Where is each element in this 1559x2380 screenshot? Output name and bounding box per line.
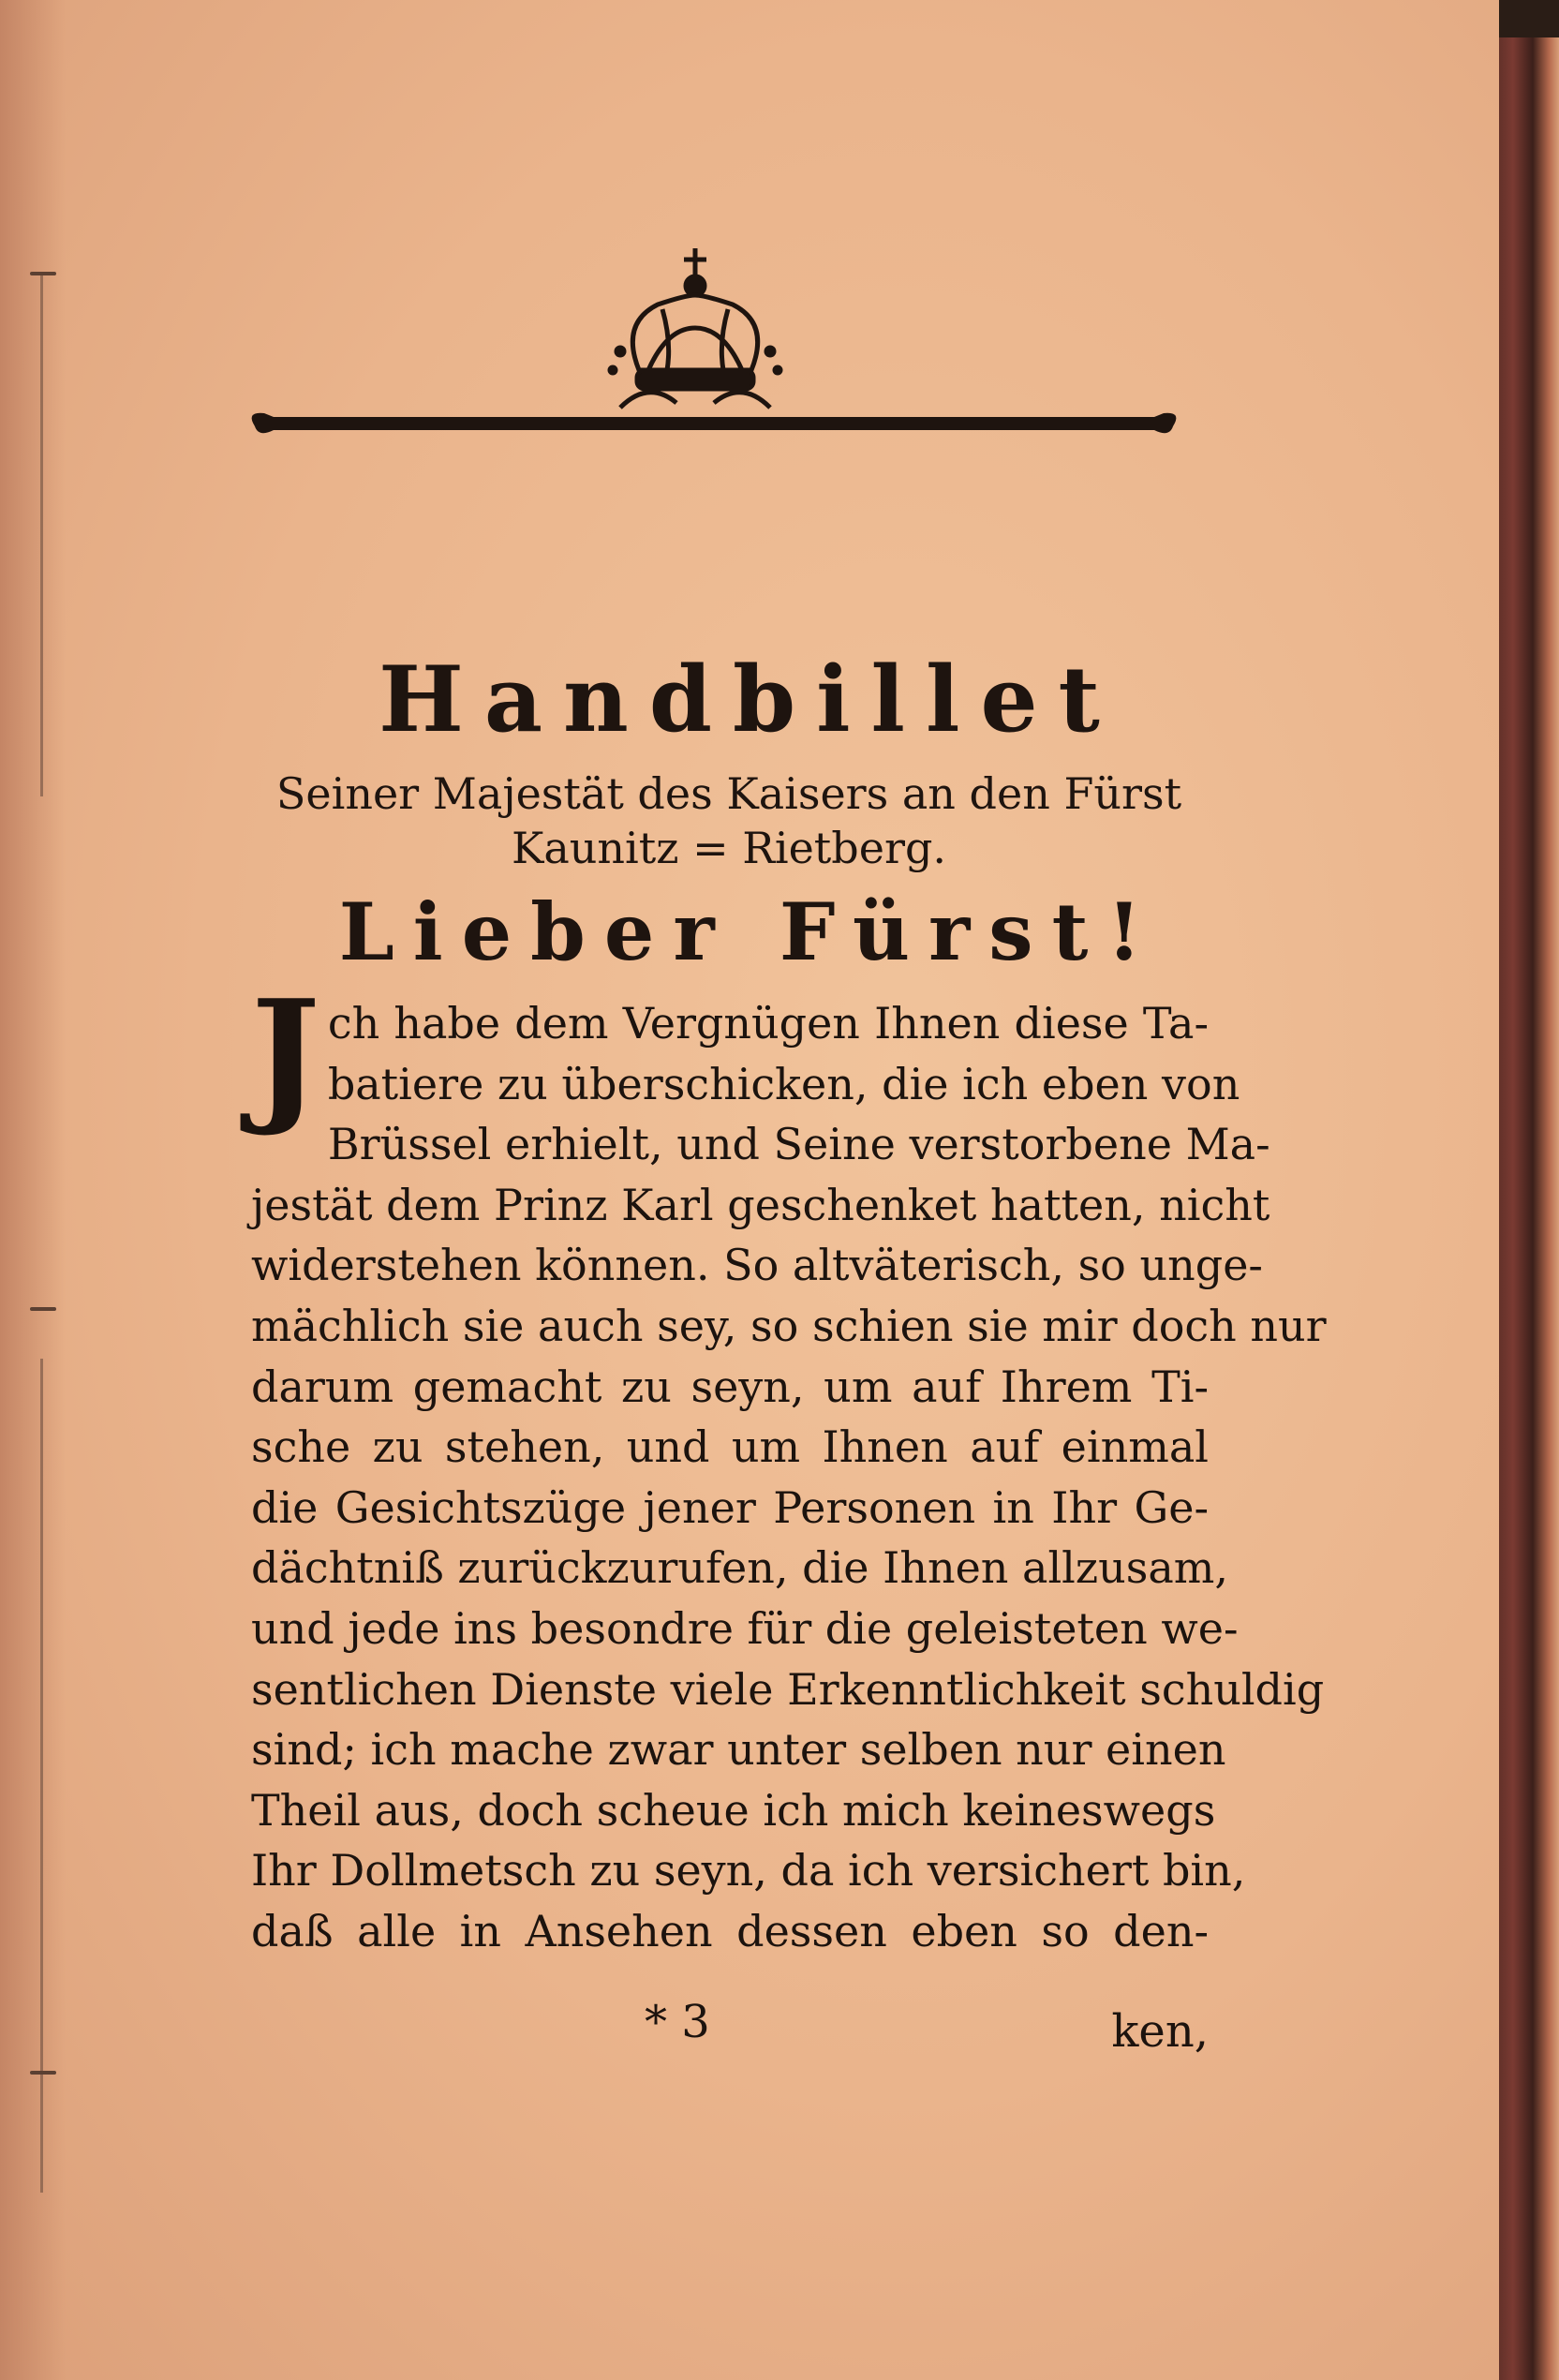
book-spine-edge	[1493, 37, 1559, 2380]
subtitle-line: Kaunitz = Rietberg.	[511, 823, 947, 873]
body-line: daß alle in Ansehen dessen eben so den-	[251, 1905, 1209, 1956]
signature-mark: * 3	[645, 1996, 710, 2048]
body-line: jestät dem Prinz Karl geschenket hatten, nicht	[251, 1179, 1270, 1230]
body-line: ch habe dem Vergnügen Ihnen diese Ta-	[327, 998, 1209, 1049]
body-line: widerstehen können. So altväterisch, so unge-	[251, 1240, 1263, 1291]
catchword: ken,	[1111, 2005, 1209, 2058]
subtitle-line: Seiner Majestät des Kaisers an den Fürst	[275, 768, 1182, 819]
body-line: Ihr Dollmetsch zu seyn, da ich versichert bin,	[251, 1845, 1246, 1897]
body-line: batiere zu überschicken, die ich eben von	[327, 1058, 1240, 1109]
body-line: Theil aus, doch scheue ich mich keineswegs	[251, 1784, 1216, 1836]
binding-thread	[40, 1359, 43, 2193]
body-line: sche zu stehen, und um Ihnen auf einmal	[251, 1421, 1209, 1473]
body-line: dächtniß zurückzurufen, die Ihnen allzusam,	[251, 1542, 1229, 1594]
drop-cap: J	[251, 968, 320, 1139]
gutter-shadow	[0, 0, 66, 2380]
crown-icon	[610, 248, 780, 408]
body-line: sind; ich mache zwar unter selben nur einen	[251, 1724, 1226, 1776]
body-line: darum gemacht zu seyn, um auf Ihrem Ti-	[251, 1361, 1209, 1412]
binding-stitch	[30, 2071, 56, 2075]
page-footer	[251, 1996, 1209, 2061]
page-subtitle	[251, 766, 1207, 875]
binding-stitch	[30, 1307, 56, 1311]
body-text	[251, 968, 1327, 1962]
body-line: Brüssel erhielt, und Seine verstorbene Ma-	[327, 1119, 1270, 1170]
body-line: mächlich sie auch sey, so schien sie mir doch nur	[251, 1300, 1327, 1351]
binding-stitch	[30, 272, 56, 275]
body-line: die Gesichtszüge jener Personen in Ihr Ge-	[251, 1481, 1209, 1533]
crown-ornament	[245, 239, 1182, 454]
rule-ornament	[252, 413, 1177, 433]
body-line: und jede ins besondre für die geleisteten we-	[251, 1602, 1239, 1654]
body-line: sentlichen Dienste viele Erkenntlichkeit schuldig	[251, 1663, 1325, 1715]
page-title: Handbillet	[379, 647, 1121, 752]
salutation: Lieber Fürst!	[338, 885, 1161, 978]
